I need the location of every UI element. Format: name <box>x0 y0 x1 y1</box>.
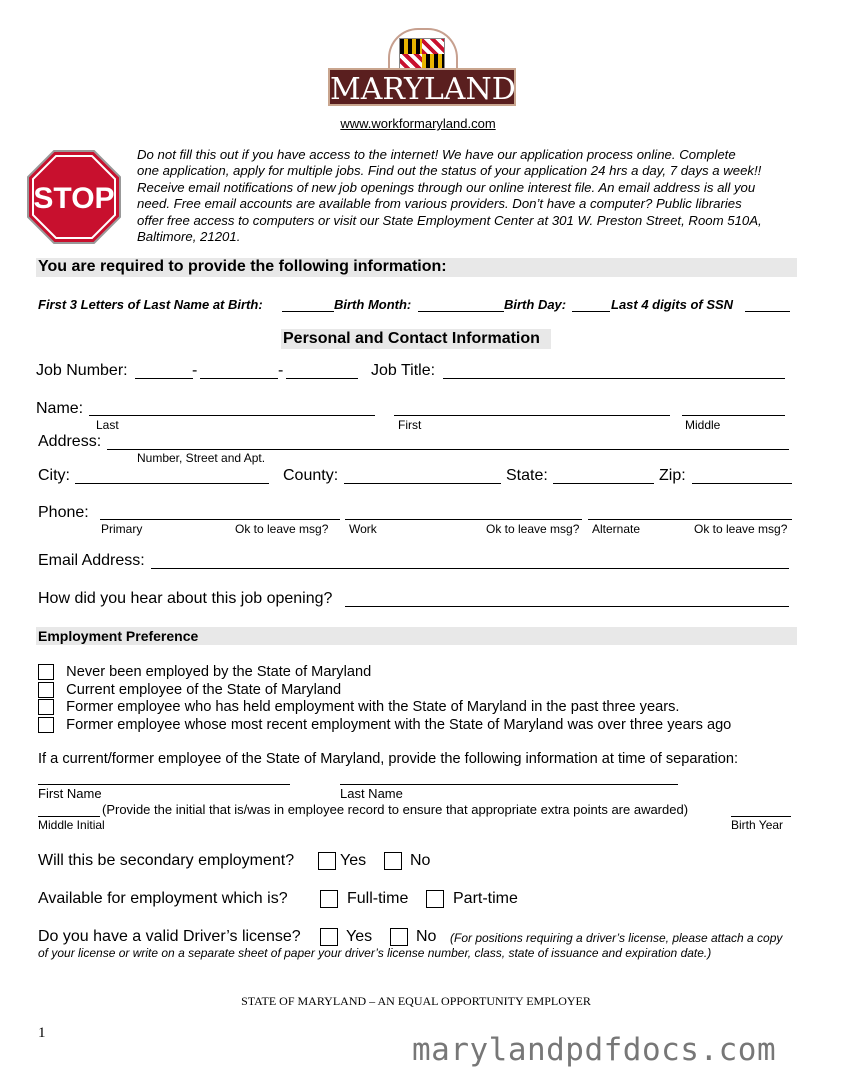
employment-heading: Employment Preference <box>38 628 199 644</box>
work-phone-line[interactable] <box>345 519 582 520</box>
secondary-yes-checkbox[interactable] <box>318 852 336 870</box>
hear-line[interactable] <box>345 606 789 607</box>
f1-line[interactable] <box>282 311 334 312</box>
primary-caption: Primary <box>101 522 143 536</box>
checkbox[interactable] <box>38 717 54 733</box>
f3-label: Birth Day: <box>504 297 567 312</box>
middle-caption: Middle <box>685 418 721 432</box>
secondary-question: Will this be secondary employment? <box>38 852 295 869</box>
notice-line: Receive email notifications of new job openings through our online interest file. An email address is all you <box>137 179 756 195</box>
page-number: 1 <box>38 1025 46 1041</box>
secondary-no-checkbox[interactable] <box>384 852 402 870</box>
address-label: Address: <box>38 433 102 450</box>
option-current[interactable]: Current employee of the State of Maryland <box>38 682 731 700</box>
f4-label: Last 4 digits of SSN <box>611 297 734 312</box>
full-time-label: Full-time <box>347 890 409 907</box>
checkbox[interactable] <box>38 682 54 698</box>
birth-year-caption: Birth Year <box>731 818 784 832</box>
eoe-statement: STATE OF MARYLAND – AN EQUAL OPPORTUNITY EMPLOYER <box>241 994 591 1008</box>
ok-msg-caption: Ok to leave msg? <box>694 522 788 536</box>
license-no-label: No <box>416 928 437 945</box>
stop-sign-icon <box>26 149 122 245</box>
alternate-phone-line[interactable] <box>588 519 792 520</box>
sep-last-name-line[interactable] <box>340 784 678 785</box>
ok-msg-caption: Ok to leave msg? <box>235 522 329 536</box>
initial-note: (Provide the initial that is/was in employee record to ensure that appropriate extra points are awarded) <box>102 802 689 817</box>
full-time-checkbox[interactable] <box>320 890 338 908</box>
notice-line: need. Free email accounts are available from various providers. Don’t have a computer? Public libraries <box>137 196 742 212</box>
state-line[interactable] <box>553 483 654 484</box>
watermark: marylandpdfdocs.com <box>412 1032 777 1068</box>
website-link[interactable]: www.workformaryland.com <box>340 116 496 131</box>
zip-line[interactable] <box>692 483 792 484</box>
f3-line[interactable] <box>572 311 610 312</box>
required-heading: You are required to provide the following information: <box>38 258 447 275</box>
personal-heading: Personal and Contact Information <box>283 330 540 347</box>
job-number-part3[interactable] <box>286 378 358 379</box>
ok-msg-caption: Ok to leave msg? <box>486 522 580 536</box>
job-number-part2[interactable] <box>200 378 278 379</box>
job-number-label: Job Number: <box>36 362 128 379</box>
zip-label: Zip: <box>659 467 686 484</box>
last-name-caption: Last Name <box>340 786 403 801</box>
state-label: State: <box>506 467 548 484</box>
job-title-line[interactable] <box>443 378 785 379</box>
first-name-caption: First Name <box>38 786 102 801</box>
alternate-caption: Alternate <box>592 522 641 536</box>
option-former-old[interactable]: Former employee whose most recent employment with the State of Maryland was over three years ago <box>38 717 731 735</box>
license-yes-checkbox[interactable] <box>320 928 338 946</box>
city-line[interactable] <box>75 483 269 484</box>
f2-line[interactable] <box>418 311 504 312</box>
city-label: City: <box>38 467 70 484</box>
first-name-line[interactable] <box>394 415 670 416</box>
primary-phone-line[interactable] <box>100 519 340 520</box>
notice-line: Baltimore, 21201. <box>137 229 241 245</box>
email-line[interactable] <box>151 568 789 569</box>
logo-text: MARYLAND <box>330 72 516 107</box>
birth-year-line[interactable] <box>731 816 791 817</box>
middle-initial-line[interactable] <box>38 816 100 817</box>
part-time-checkbox[interactable] <box>426 890 444 908</box>
middle-initial-caption: Middle Initial <box>38 818 105 832</box>
address-line[interactable] <box>107 449 789 450</box>
notice-line: one application, apply for multiple jobs. Find out the status of your application 24 hrs a day, 7 days a week!! <box>137 163 762 179</box>
hear-label: How did you hear about this job opening? <box>38 590 333 607</box>
option-never[interactable]: Never been employed by the State of Maryland <box>38 664 731 682</box>
f1-label: First 3 Letters of Last Name at Birth: <box>38 297 263 312</box>
online-notice <box>137 147 762 245</box>
f4-line[interactable] <box>745 311 790 312</box>
name-label: Name: <box>36 400 84 417</box>
county-line[interactable] <box>344 483 501 484</box>
county-label: County: <box>283 467 339 484</box>
last-name-line[interactable] <box>89 415 375 416</box>
employment-options <box>38 664 731 734</box>
secondary-yes-label: Yes <box>340 852 367 869</box>
first-caption: First <box>398 418 422 432</box>
option-former-recent[interactable]: Former employee who has held employment with the State of Maryland in the past three years. <box>38 699 731 717</box>
license-note-2: of your license or write on a separate sheet of paper your driver’s license number, class, state of issuance and expiration date.) <box>38 946 712 960</box>
last-caption: Last <box>96 418 119 432</box>
license-no-checkbox[interactable] <box>390 928 408 946</box>
work-caption: Work <box>349 522 377 536</box>
f2-label: Birth Month: <box>334 297 412 312</box>
license-note-1: (For positions requiring a driver’s license, please attach a copy <box>450 931 783 945</box>
separation-prompt: If a current/former employee of the State of Maryland, provide the following information at time of separation: <box>38 751 739 767</box>
maryland-flag-icon <box>399 38 445 70</box>
license-question: Do you have a valid Driver’s license? <box>38 928 301 945</box>
sep-first-name-line[interactable] <box>38 784 290 785</box>
phone-label: Phone: <box>38 504 89 521</box>
logo-banner <box>328 68 516 106</box>
part-time-label: Part-time <box>453 890 518 907</box>
checkbox[interactable] <box>38 664 54 680</box>
email-label: Email Address: <box>38 552 145 569</box>
available-question: Available for employment which is? <box>38 890 288 907</box>
maryland-logo <box>328 26 516 108</box>
address-hint: Number, Street and Apt. <box>137 451 266 465</box>
notice-line: offer free access to computers or visit our State Employment Center at 301 W. Preston Street, Room 510A, <box>137 212 762 228</box>
license-yes-label: Yes <box>346 928 373 945</box>
job-number-part1[interactable] <box>135 378 193 379</box>
job-title-label: Job Title: <box>371 362 436 379</box>
secondary-no-label: No <box>410 852 431 869</box>
middle-name-line[interactable] <box>682 415 785 416</box>
stop-text: STOP <box>33 182 115 215</box>
checkbox[interactable] <box>38 699 54 715</box>
notice-line: Do not fill this out if you have access to the internet! We have our application process online. Complete <box>137 147 736 162</box>
